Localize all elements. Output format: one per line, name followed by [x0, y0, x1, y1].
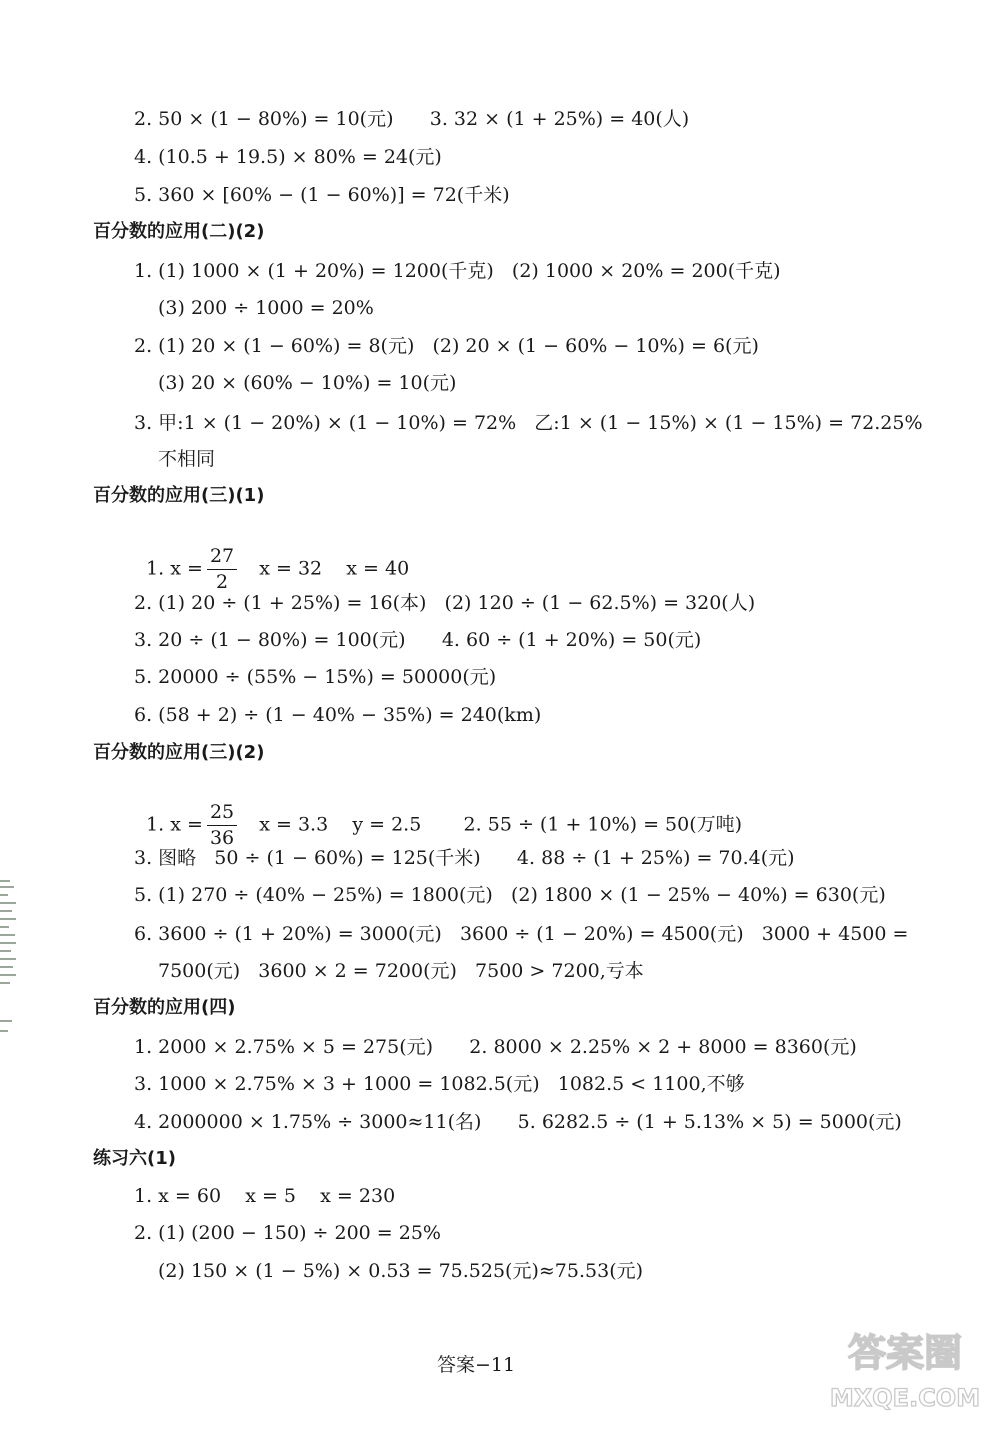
section-heading: 百分数的应用(四) [93, 997, 236, 1018]
section-heading: 百分数的应用(二)(2) [93, 221, 265, 242]
answer-line: 2. (1) 20 × (1 − 60%) = 8(元) (2) 20 × (1 − 60% − 10%) = 6(元) [134, 335, 759, 357]
line-suffix: x = 32 x = 40 [241, 557, 410, 580]
answer-line: 1. 2000 × 2.75% × 5 = 275(元) 2. 8000 × 2.25% × 2 + 8000 = 8360(元) [134, 1036, 857, 1058]
watermark-top-text: 答案圈 [847, 1331, 963, 1375]
watermark-bottom-text: MXQE.COM [829, 1384, 981, 1412]
answer-line: 不相同 [158, 448, 216, 470]
watermark-logo [822, 1322, 988, 1414]
fraction-denominator: 36 [209, 827, 235, 849]
answer-line: 7500(元) 3600 × 2 = 7200(元) 7500 > 7200,亏本 [158, 960, 644, 982]
answer-line: 4. 2000000 × 1.75% ÷ 3000≈11(名) 5. 6282.5 ÷ (1 + 5.13% × 5) = 5000(元) [134, 1111, 902, 1133]
answer-line: 1. x = 60 x = 5 x = 230 [134, 1185, 396, 1207]
fraction-denominator: 2 [215, 571, 229, 593]
fraction [207, 547, 237, 592]
answer-line: 5. 20000 ÷ (55% − 15%) = 50000(元) [134, 666, 497, 688]
answer-line: 2. 50 × (1 − 80%) = 10(元) 3. 32 × (1 + 25%) = 40(人) [134, 108, 690, 130]
answer-line: 5. 360 × [60% − (1 − 60%)] = 72(千米) [134, 184, 510, 206]
answer-line: 3. 甲:1 × (1 − 20%) × (1 − 10%) = 72% 乙:1 × (1 − 15%) × (1 − 15%) = 72.25% [134, 412, 923, 434]
answer-line: (3) 200 ÷ 1000 = 20% [158, 297, 374, 319]
answer-line: (3) 20 × (60% − 10%) = 10(元) [158, 372, 457, 394]
answer-line: 2. (1) (200 − 150) ÷ 200 = 25% [134, 1222, 441, 1244]
answer-line: 3. 1000 × 2.75% × 3 + 1000 = 1082.5(元) 1082.5 < 1100,不够 [134, 1073, 745, 1095]
answer-line: 2. (1) 20 ÷ (1 + 25%) = 16(本) (2) 120 ÷ (1 − 62.5%) = 320(人) [134, 592, 756, 614]
answer-line: 3. 图略 50 ÷ (1 − 60%) = 125(千米) 4. 88 ÷ (1 + 25%) = 70.4(元) [134, 847, 795, 869]
fraction-numerator: 27 [207, 547, 237, 570]
line-suffix: x = 3.3 y = 2.5 2. 55 ÷ (1 + 10%) = 50(万吨) [241, 813, 743, 836]
line-prefix: 1. x = [146, 557, 203, 580]
fraction-answer-line-2 [134, 781, 742, 848]
answer-line: 1. (1) 1000 × (1 + 20%) = 1200(千克) (2) 1000 × 20% = 200(千克) [134, 260, 781, 282]
answer-line: 6. (58 + 2) ÷ (1 − 40% − 35%) = 240(km) [134, 704, 542, 726]
answer-line: 4. (10.5 + 19.5) × 80% = 24(元) [134, 146, 442, 168]
answer-line: 5. (1) 270 ÷ (40% − 25%) = 1800(元) (2) 1800 × (1 − 25% − 40%) = 630(元) [134, 884, 886, 906]
section-heading: 练习六(1) [93, 1148, 176, 1169]
line-prefix: 1. x = [146, 813, 203, 836]
fraction-numerator: 25 [207, 803, 237, 826]
answer-line: 6. 3600 ÷ (1 + 20%) = 3000(元) 3600 ÷ (1 − 20%) = 4500(元) 3000 + 4500 = [134, 923, 909, 945]
edge-barcode-mark [0, 880, 18, 1040]
section-heading: 百分数的应用(三)(2) [93, 742, 265, 763]
page-number: 答案−11 [437, 1354, 516, 1376]
fraction-answer-line-1 [134, 525, 409, 592]
fraction [207, 803, 237, 848]
answer-line: (2) 150 × (1 − 5%) × 0.53 = 75.525(元)≈75.53(元) [158, 1260, 644, 1282]
answer-line: 3. 20 ÷ (1 − 80%) = 100(元) 4. 60 ÷ (1 + 20%) = 50(元) [134, 629, 702, 651]
section-heading: 百分数的应用(三)(1) [93, 485, 265, 506]
